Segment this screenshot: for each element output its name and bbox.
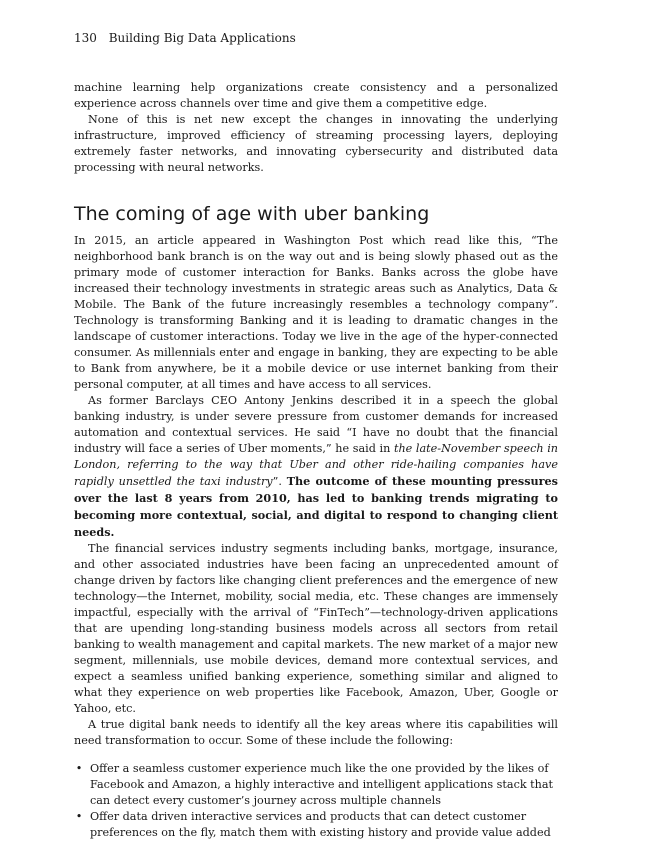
paragraph-2-text-a: As former Barclays CEO Antony Jenkins described it in a speech the global banking industry, is under severe pressure from customer demands for increased automation and contextual services. He said “I have no doubt that the financial industry will face a series of Uber moments,” he said in (74, 394, 558, 455)
section-paragraph-4: A true digital bank needs to identify all the key areas where itis capabilities will need transformation to occur. Some of these include the following: (74, 718, 558, 747)
capabilities-list (74, 761, 558, 841)
page-number: 130 (74, 31, 97, 45)
list-item (74, 809, 558, 841)
book-page (74, 30, 558, 841)
paragraph-2-text-b: ”. (272, 475, 287, 488)
list-item-text: Offer data driven interactive services and products that can detect customer preferences on the fly, match them with existing history and provide value added (90, 810, 551, 839)
section-paragraph-2 (74, 393, 558, 541)
section-paragraph-1: In 2015, an article appeared in Washington Post which read like this, “The neighborhood bank branch is on the way out and is being slowly phased out as the primary mode of customer interaction for Banks. Banks across the globe have increased their technology investments in strategic areas such as Analytics, Data & Mobile. The Bank of the future increasingly resembles a technology company”. Technology is transforming Banking and it is leading to dramatic changes in the landscape of customer interactions. Today we live in the age of the hyper-connected consumer. As millennials enter and engage in banking, they are expecting to be able to Bank from anywhere, be it a mobile device or use internet banking from their personal computer, at all times and have access to all services. (74, 234, 558, 391)
paragraph-2-bold-statement: The outcome of these mounting pressures over the last 8 years from 2010, has led to banking trends migrating to becoming more contextual, social, and digital to respond to changing client needs. (74, 474, 558, 539)
list-item (74, 761, 558, 809)
bullet-icon: • (75, 762, 83, 775)
paragraph-2-italic-quote: the late-November speech in London, referring to the way that Uber and other ride-hailing companies have rapidly unsettled the taxi industry (74, 442, 558, 488)
intro-paragraph-1: machine learning help organizations create consistency and a personalized experience across channels over time and give them a competitive edge. (74, 81, 558, 110)
list-item-text: Offer a seamless customer experience much like the one provided by the likes of Facebook and Amazon, a highly interactive and intelligent applications stack that can detect every customer’s journey across multiple channels (90, 762, 554, 807)
section-heading: The coming of age with uber banking (74, 203, 430, 225)
bullet-icon: • (75, 810, 83, 823)
intro-paragraph-2: None of this is net new except the changes in innovating the underlying infrastructure, improved efficiency of streaming processing layers, deploying extremely faster networks, and innovating cybersecurity and distributed data processing with neural networks. (74, 113, 558, 174)
running-header (74, 30, 558, 46)
section-paragraph-3: The financial services industry segments including banks, mortgage, insurance, and other associated industries have been facing an unprecedented amount of change driven by factors like changing client preferences and the emergence of new technology—the Internet, mobility, social media, etc. These changes are immensely impactful, especially with the arrival of “FinTech”—technology-driven applications that are upending long-standing business models across all sectors from retail banking to wealth management and capital markets. The new market of a major new segment, millennials, use mobile devices, demand more contextual services, and expect a seamless unified banking experience, something similar and aligned to what they experience on web properties like Facebook, Amazon, Uber, Google or Yahoo, etc. (74, 542, 558, 715)
running-title: Building Big Data Applications (108, 31, 296, 45)
